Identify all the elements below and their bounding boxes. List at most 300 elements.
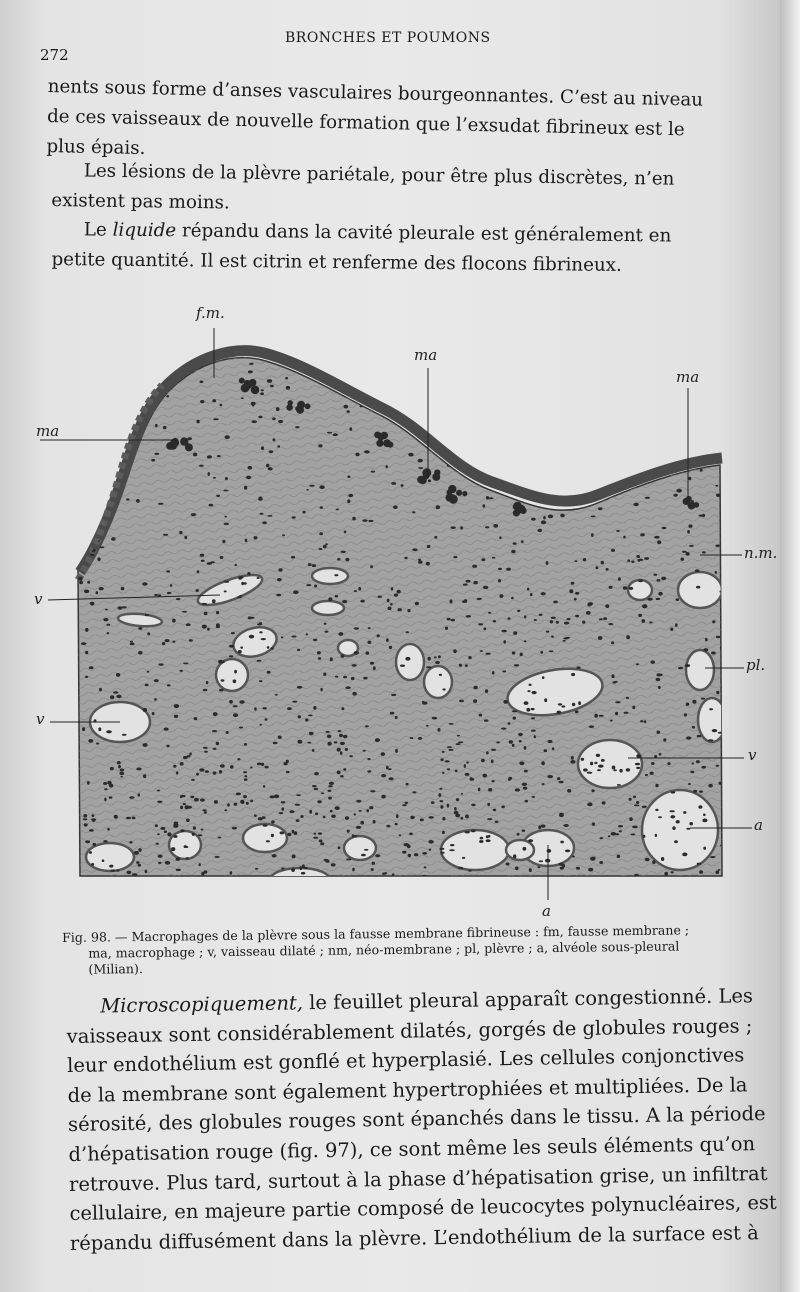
running-title: BRONCHES ET POUMONS [285,30,491,46]
cell-nucleus [395,823,398,826]
macrophage-cell [185,443,193,451]
cell-nucleus [517,833,520,836]
cell-nucleus [341,551,346,553]
cell-nucleus [537,866,540,868]
cell-nucleus [143,774,146,778]
cell-nucleus [343,676,347,679]
cell-nucleus [91,818,96,821]
cell-nucleus [613,769,617,771]
cell-nucleus [426,725,429,727]
cell-nucleus [132,873,137,875]
text-line: vaisseaux sont considérablement dilatés, gorgés de globules rouges ; [66,1013,753,1048]
cell-nucleus [483,627,486,630]
cell-nucleus [289,810,294,813]
cell-nucleus [542,468,545,472]
cell-nucleus [412,548,417,551]
cell-nucleus [126,871,131,875]
cell-nucleus [239,576,244,579]
cell-nucleus [704,648,709,651]
cell-nucleus [116,673,120,677]
cell-nucleus [116,869,119,872]
cell-nucleus [408,854,412,857]
cell-nucleus [565,850,570,853]
cell-nucleus [138,848,141,852]
cell-nucleus [352,692,356,696]
cell-nucleus [391,587,394,590]
cell-nucleus [716,636,721,638]
cell-nucleus [442,751,445,753]
cell-nucleus [166,395,169,397]
histology-illustration [0,290,780,930]
cell-nucleus [103,782,107,785]
cell-nucleus [546,561,549,565]
cell-nucleus [338,846,341,849]
cell-nucleus [631,833,635,835]
cell-nucleus [693,790,697,793]
cell-nucleus [145,614,149,616]
cell-nucleus [354,813,357,815]
cell-nucleus [203,689,208,692]
cell-nucleus [319,532,323,535]
cell-nucleus [538,825,541,829]
cell-nucleus [271,820,275,823]
cell-nucleus [234,564,237,566]
cell-nucleus [323,545,327,549]
cell-nucleus [217,455,221,457]
cell-nucleus [716,485,719,487]
macrophage-cell [239,378,245,384]
cell-nucleus [594,714,598,718]
cell-nucleus [349,427,352,431]
cell-nucleus [263,707,267,709]
cell-nucleus [601,561,604,565]
cell-nucleus [398,608,402,611]
cell-nucleus [548,419,553,422]
cell-nucleus [616,530,619,532]
text-line: leur endothélium est gonflé et hyperplasié. Les cellules conjonctives [66,1043,745,1078]
cell-nucleus [447,768,450,770]
cell-nucleus [530,593,533,596]
cell-nucleus [534,735,536,738]
cell-nucleus [653,439,658,441]
cell-nucleus [676,489,682,493]
cell-nucleus [466,580,471,583]
cell-nucleus [109,865,113,868]
cell-nucleus [694,445,697,449]
cell-nucleus [164,728,169,731]
cell-nucleus [110,767,114,770]
caption-line: Fig. 98. — Macrophages de la plèvre sous la fausse membrane fibrineuse : fm, fausse membrane ; [62,922,690,945]
cell-nucleus [624,463,626,465]
cell-nucleus [571,582,575,585]
cell-nucleus [435,661,440,664]
cell-nucleus [356,800,361,803]
cell-nucleus [367,758,370,760]
cell-nucleus [588,868,593,872]
cell-nucleus [613,396,618,398]
cell-nucleus [173,835,177,838]
cell-nucleus [456,743,461,745]
cell-nucleus [563,637,568,639]
text-run: le feuillet pleural apparaît congestionné. Les [302,984,754,1015]
cell-nucleus [712,620,715,623]
cell-nucleus [501,806,505,809]
cell-nucleus [580,446,583,450]
cell-nucleus [512,710,517,712]
cell-nucleus [429,849,432,851]
cell-nucleus [532,691,537,694]
cell-nucleus [464,764,466,768]
cell-nucleus [458,741,463,743]
cell-nucleus [524,640,527,642]
cell-nucleus [270,795,275,798]
cell-nucleus [320,842,324,845]
cell-nucleus [100,546,105,548]
cell-nucleus [549,650,554,652]
cell-nucleus [334,741,338,743]
cell-nucleus [462,440,467,442]
cell-nucleus [212,599,216,603]
cell-nucleus [478,788,481,792]
text-line: retrouve. Plus tard, surtout à la phase d’hépatisation grise, un infiltrat [68,1161,768,1196]
cell-nucleus [347,830,350,833]
cell-nucleus [575,710,579,713]
cell-nucleus [563,464,567,468]
cell-nucleus [158,855,163,858]
macrophage-cell [417,476,425,484]
cell-nucleus [306,584,311,586]
paragraph-3 [51,215,732,282]
cell-nucleus [261,446,264,450]
cell-nucleus [317,651,321,654]
cell-nucleus [590,857,596,861]
cell-nucleus [154,698,157,701]
cell-nucleus [559,781,564,784]
cell-nucleus [655,809,658,811]
cell-nucleus [365,725,369,727]
cell-nucleus [202,603,207,605]
page-number: 272 [40,46,69,64]
cell-nucleus [709,708,713,710]
cell-nucleus [715,571,717,574]
cell-nucleus [711,652,716,655]
cell-nucleus [326,731,330,733]
cell-nucleus [337,771,341,775]
cell-nucleus [592,822,595,825]
cell-nucleus [239,727,243,729]
cell-nucleus [428,479,431,482]
cell-nucleus [143,743,148,747]
cell-nucleus [426,666,431,668]
cell-nucleus [295,804,300,806]
cell-nucleus [276,594,281,597]
cell-nucleus [328,785,332,787]
cell-nucleus [451,619,455,622]
cell-nucleus [501,728,507,730]
cell-nucleus [449,723,454,725]
cell-nucleus [313,837,318,839]
cell-nucleus [273,438,276,441]
cell-nucleus [85,676,88,678]
cell-nucleus [515,481,520,484]
cell-nucleus [352,517,356,521]
cell-nucleus [394,594,398,597]
cell-nucleus [572,703,575,706]
label-ma-center: ma [414,346,438,364]
cell-nucleus [591,516,596,518]
text-line: petite quantité. Il est citrin et renferme des flocons fibrineux. [51,248,622,276]
cell-nucleus [512,431,517,434]
cell-nucleus [160,827,165,830]
cell-nucleus [366,651,370,654]
cell-nucleus [308,563,312,566]
cell-nucleus [708,784,713,788]
cell-nucleus [642,806,647,808]
cell-nucleus [339,370,342,374]
cell-nucleus [574,598,577,601]
cell-nucleus [356,826,362,829]
cell-nucleus [618,426,621,429]
macrophage-cell [286,404,293,411]
cell-nucleus [518,372,521,375]
cell-nucleus [174,704,179,708]
cell-nucleus [84,823,88,826]
cell-nucleus [227,803,230,806]
cell-nucleus [604,434,608,438]
cell-nucleus [166,570,170,572]
cell-nucleus [203,747,208,749]
cell-nucleus [106,624,110,626]
cell-nucleus [297,740,302,744]
cell-nucleus [274,794,279,798]
macrophage-cell [374,432,381,439]
cell-nucleus [363,677,367,680]
cell-nucleus [461,372,466,375]
cell-nucleus [129,398,134,400]
cell-nucleus [541,520,546,524]
cell-nucleus [229,655,233,657]
cell-nucleus [544,749,548,752]
cell-nucleus [550,620,553,623]
cell-nucleus [158,862,161,864]
cell-nucleus [624,405,629,409]
macrophage-cell [432,473,440,481]
cell-nucleus [199,768,204,771]
cell-nucleus [486,839,491,842]
cell-nucleus [477,598,482,600]
cell-nucleus [560,514,565,518]
cell-nucleus [406,631,409,633]
cell-nucleus [401,484,404,487]
cell-nucleus [287,707,292,710]
cell-nucleus [596,566,599,569]
cell-nucleus [473,370,476,372]
cell-nucleus [225,477,228,480]
cell-nucleus [298,715,301,718]
cell-nucleus [319,548,323,550]
cell-nucleus [591,533,594,537]
cell-nucleus [515,788,520,791]
cell-nucleus [473,699,477,703]
cell-nucleus [587,772,593,774]
cell-nucleus [636,754,641,758]
cell-nucleus [664,371,668,374]
cell-nucleus [260,724,262,726]
cell-nucleus [473,581,477,584]
cell-nucleus [493,524,498,528]
vessel-lumen [678,572,722,608]
cell-nucleus [205,770,209,773]
cell-nucleus [512,651,516,654]
cell-nucleus [266,840,270,842]
cell-nucleus [172,641,175,643]
cell-nucleus [180,670,183,672]
cell-nucleus [480,650,483,652]
cell-nucleus [347,410,350,413]
cell-nucleus [96,743,99,745]
cell-nucleus [272,854,277,857]
cell-nucleus [481,759,485,763]
cell-nucleus [213,712,218,716]
cell-nucleus [238,650,242,653]
cell-nucleus [281,636,284,638]
cell-nucleus [720,400,724,403]
cell-nucleus [225,516,227,518]
cell-nucleus [281,807,284,810]
cell-nucleus [186,819,190,823]
cell-nucleus [309,810,312,814]
cell-nucleus [220,404,223,407]
cell-nucleus [539,614,543,616]
cell-nucleus [511,597,514,600]
cell-nucleus [644,557,649,560]
cell-nucleus [184,846,189,848]
cell-nucleus [233,705,238,707]
cell-nucleus [439,788,442,790]
cell-nucleus [547,849,552,853]
cell-nucleus [87,781,90,785]
cell-nucleus [291,636,296,638]
cell-nucleus [536,429,539,431]
cell-nucleus [206,681,209,684]
cell-nucleus [589,725,594,728]
cell-nucleus [482,504,485,507]
cell-nucleus [444,760,449,762]
cell-nucleus [147,632,150,635]
cell-nucleus [370,565,373,568]
cell-nucleus [418,737,422,740]
cell-nucleus [230,765,234,769]
cell-nucleus [257,623,262,625]
cell-nucleus [325,543,328,545]
cell-nucleus [625,410,628,412]
cell-nucleus [82,727,85,731]
cell-nucleus [575,592,579,595]
text-line: plus épais. [46,135,146,160]
cell-nucleus [358,810,361,812]
cell-nucleus [575,560,578,562]
text-line: Les lésions de la plèvre pariétale, pour être plus discrètes, n’en [83,160,675,190]
cell-nucleus [512,744,515,747]
cell-nucleus [505,375,508,379]
cell-nucleus [158,503,163,505]
cell-nucleus [543,516,546,519]
cell-nucleus [556,482,560,484]
cell-nucleus [154,594,158,596]
cell-nucleus [623,586,628,589]
cell-nucleus [671,791,676,793]
cell-nucleus [429,816,434,819]
cell-nucleus [450,599,453,603]
cell-nucleus [98,377,102,381]
cell-nucleus [560,841,564,844]
cell-nucleus [259,497,263,499]
cell-nucleus [122,606,127,608]
cell-nucleus [649,621,652,623]
cell-nucleus [524,770,528,773]
figure-98 [0,290,780,930]
cell-nucleus [632,826,638,829]
cell-nucleus [113,398,118,401]
cell-nucleus [629,817,633,821]
cell-nucleus [665,438,669,440]
cell-nucleus [558,703,562,705]
cell-nucleus [368,520,373,522]
cell-nucleus [705,638,708,642]
cell-nucleus [406,783,409,786]
cell-nucleus [415,390,418,392]
cell-nucleus [331,815,336,818]
vessel-lumen [312,601,344,615]
cell-nucleus [219,689,224,692]
cell-nucleus [247,572,250,575]
cell-nucleus [418,459,423,463]
cell-nucleus [375,738,380,742]
cell-nucleus [213,418,218,420]
cell-nucleus [578,377,582,381]
cell-nucleus [186,857,189,859]
cell-nucleus [656,678,661,682]
cell-nucleus [590,762,593,766]
text-line: sérosité, des globules rouges sont épanchés dans le tissu. A la période [67,1102,766,1137]
cell-nucleus [489,366,494,370]
cell-nucleus [114,815,118,819]
cell-nucleus [666,405,671,409]
cell-nucleus [330,657,333,661]
cell-nucleus [716,691,719,694]
cell-nucleus [90,554,94,556]
cell-nucleus [460,526,463,529]
cell-nucleus [576,666,580,668]
cell-nucleus [541,592,546,595]
cell-nucleus [563,824,569,827]
cell-nucleus [688,477,691,480]
cell-nucleus [83,814,87,818]
cell-nucleus [485,526,489,528]
cell-nucleus [434,536,437,539]
cell-nucleus [514,664,519,666]
cell-nucleus [341,707,344,710]
cell-nucleus [352,868,355,872]
cell-nucleus [173,765,176,768]
cell-nucleus [314,788,319,790]
cell-nucleus [612,766,616,770]
cell-nucleus [465,831,470,833]
cell-nucleus [260,513,264,515]
cell-nucleus [267,379,272,383]
cell-nucleus [196,420,199,424]
cell-nucleus [608,835,611,837]
